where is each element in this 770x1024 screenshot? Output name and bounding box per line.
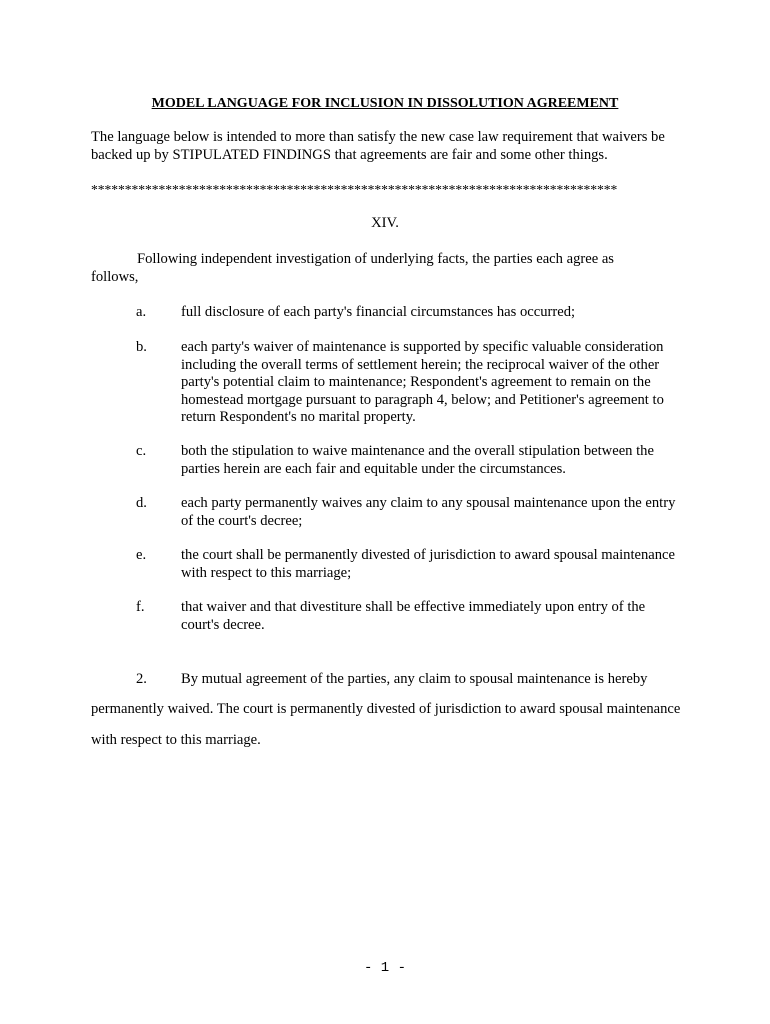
document-title: MODEL LANGUAGE FOR INCLUSION IN DISSOLUTION AGREEMENT (151, 96, 619, 111)
list-item-text: that waiver and that divestiture shall be effective immediately upon entry of the court's decree. (181, 599, 646, 633)
list-item-text: full disclosure of each party's financial circumstances has occurred; (181, 304, 576, 320)
separator-line: ****************************************************************************** (91, 182, 618, 197)
list-item-letter: d. (136, 495, 147, 511)
list-item-text: each party's waiver of maintenance is supported by specific valuable consideration including the overall terms of settlement herein; the reciprocal waiver of the other party's potential claim to maintenance; Respondent's agreement to remain on the homestead mortgage pursuant to paragraph 4, below; and Petitioner's agreement to return Respondent's no marital property. (181, 339, 664, 426)
list-item-text: both the stipulation to waive maintenance and the overall stipulation between the parties herein are each fair and equitable under the circumstances. (181, 443, 654, 477)
page-number: - 1 - (363, 960, 406, 976)
list-item-letter: b. (136, 339, 147, 355)
list-item-text: the court shall be permanently divested of jurisdiction to award spousal maintenance with respect to this marriage; (181, 547, 676, 581)
lead-paragraph (91, 251, 651, 286)
paragraph-2-number: 2. (136, 671, 147, 687)
intro-paragraph: The language below is intended to more than satisfy the new case law requirement that waivers be backed up by STIPULATED FINDINGS that agreements are fair and some other things. (91, 129, 665, 163)
section-number: XIV. (371, 215, 399, 231)
list-item-text: each party permanently waives any claim to any spousal maintenance upon the entry of the court's decree; (181, 495, 676, 529)
paragraph-2-text: By mutual agreement of the parties, any claim to spousal maintenance is hereby permanently waived. The court is permanently divested of jurisdiction to award spousal maintenance with respect to this marriage. (91, 671, 681, 748)
list-item-letter: a. (136, 304, 147, 320)
lead-paragraph-text: Following independent investigation of underlying facts, the parties each agree as follows, (91, 251, 614, 285)
paragraph-2 (91, 664, 691, 755)
list-item-letter: e. (136, 547, 147, 563)
list-item-letter: c. (136, 443, 147, 459)
list-item-letter: f. (136, 599, 145, 615)
